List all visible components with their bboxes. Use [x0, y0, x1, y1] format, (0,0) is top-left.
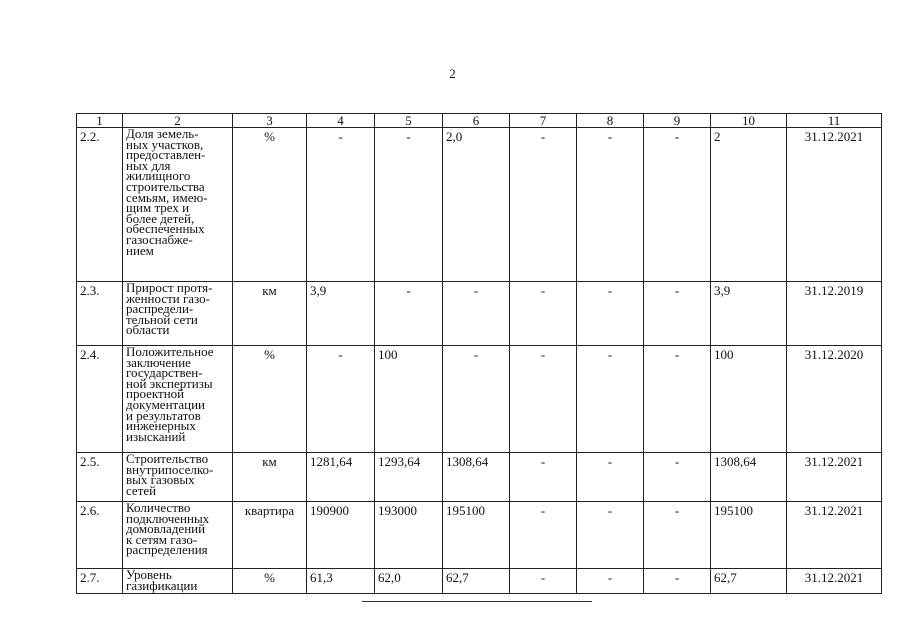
- date-cell: 31.12.2021: [787, 453, 882, 502]
- row-number: 2.2.: [77, 128, 123, 282]
- unit-cell: км: [233, 453, 307, 502]
- header-cell: 9: [644, 114, 711, 128]
- value-col-4: -: [307, 128, 375, 282]
- value-col-5: 62,0: [375, 569, 443, 594]
- indicator-name: Положительное заключение государствен- ной экспертизы проектной документации и результатов инженерных изысканий: [123, 346, 233, 453]
- row-number: 2.4.: [77, 346, 123, 453]
- indicator-name: Количество подключенных домовладений к сетям газо- распределения: [123, 502, 233, 569]
- unit-cell: %: [233, 346, 307, 453]
- value-col-9: -: [644, 346, 711, 453]
- page-number: 2: [449, 66, 456, 81]
- value-col-7: -: [510, 346, 577, 453]
- value-col-8: -: [577, 502, 644, 569]
- indicator-name: Доля земель- ных участков, предоставлен- ных для жилищного строительства семьям, имею- щим трех и более детей, обеспеченных газоснабже- нием: [123, 128, 233, 282]
- indicator-name: Строительство внутрипоселко- вых газовых сетей: [123, 453, 233, 502]
- header-cell: 1: [77, 114, 123, 128]
- table-row: [77, 453, 882, 502]
- indicator-name: Прирост протя- женности газо- распредели- тельной сети области: [123, 282, 233, 346]
- unit-cell: %: [233, 128, 307, 282]
- table-row: [77, 346, 882, 453]
- unit-cell: км: [233, 282, 307, 346]
- row-number: 2.7.: [77, 569, 123, 594]
- value-col-6: 2,0: [443, 128, 510, 282]
- value-col-7: -: [510, 128, 577, 282]
- value-col-9: -: [644, 502, 711, 569]
- value-col-5: -: [375, 282, 443, 346]
- header-cell: 7: [510, 114, 577, 128]
- date-cell: 31.12.2021: [787, 128, 882, 282]
- value-col-10: 195100: [711, 502, 787, 569]
- value-col-9: -: [644, 569, 711, 594]
- value-col-5: 1293,64: [375, 453, 443, 502]
- value-col-9: -: [644, 282, 711, 346]
- indicators-table: [76, 113, 882, 594]
- date-cell: 31.12.2020: [787, 346, 882, 453]
- table-row: [77, 502, 882, 569]
- value-col-8: -: [577, 128, 644, 282]
- date-cell: 31.12.2019: [787, 282, 882, 346]
- value-col-10: 2: [711, 128, 787, 282]
- value-col-7: -: [510, 282, 577, 346]
- value-col-4: -: [307, 346, 375, 453]
- table-row: [77, 282, 882, 346]
- value-col-4: 1281,64: [307, 453, 375, 502]
- table-row: [77, 128, 882, 282]
- value-col-7: -: [510, 502, 577, 569]
- row-number: 2.6.: [77, 502, 123, 569]
- value-col-9: -: [644, 128, 711, 282]
- value-col-4: 61,3: [307, 569, 375, 594]
- bottom-rule: [362, 601, 592, 602]
- value-col-5: 193000: [375, 502, 443, 569]
- table-row: [77, 569, 882, 594]
- value-col-10: 62,7: [711, 569, 787, 594]
- header-cell: 3: [233, 114, 307, 128]
- date-cell: 31.12.2021: [787, 502, 882, 569]
- value-col-7: -: [510, 453, 577, 502]
- value-col-8: -: [577, 453, 644, 502]
- value-col-6: -: [443, 282, 510, 346]
- value-col-6: 1308,64: [443, 453, 510, 502]
- header-cell: 8: [577, 114, 644, 128]
- header-cell: 11: [787, 114, 882, 128]
- unit-cell: %: [233, 569, 307, 594]
- unit-cell: квартира: [233, 502, 307, 569]
- value-col-8: -: [577, 346, 644, 453]
- header-cell: 2: [123, 114, 233, 128]
- value-col-5: -: [375, 128, 443, 282]
- value-col-9: -: [644, 453, 711, 502]
- row-number: 2.3.: [77, 282, 123, 346]
- indicator-name: Уровень газификации: [123, 569, 233, 594]
- value-col-6: -: [443, 346, 510, 453]
- value-col-4: 190900: [307, 502, 375, 569]
- header-cell: 10: [711, 114, 787, 128]
- header-cell: 5: [375, 114, 443, 128]
- value-col-5: 100: [375, 346, 443, 453]
- value-col-10: 3,9: [711, 282, 787, 346]
- value-col-10: 1308,64: [711, 453, 787, 502]
- value-col-10: 100: [711, 346, 787, 453]
- value-col-6: 195100: [443, 502, 510, 569]
- date-cell: 31.12.2021: [787, 569, 882, 594]
- row-number: 2.5.: [77, 453, 123, 502]
- value-col-7: -: [510, 569, 577, 594]
- value-col-6: 62,7: [443, 569, 510, 594]
- header-cell: 4: [307, 114, 375, 128]
- value-col-8: -: [577, 282, 644, 346]
- value-col-8: -: [577, 569, 644, 594]
- header-cell: 6: [443, 114, 510, 128]
- value-col-4: 3,9: [307, 282, 375, 346]
